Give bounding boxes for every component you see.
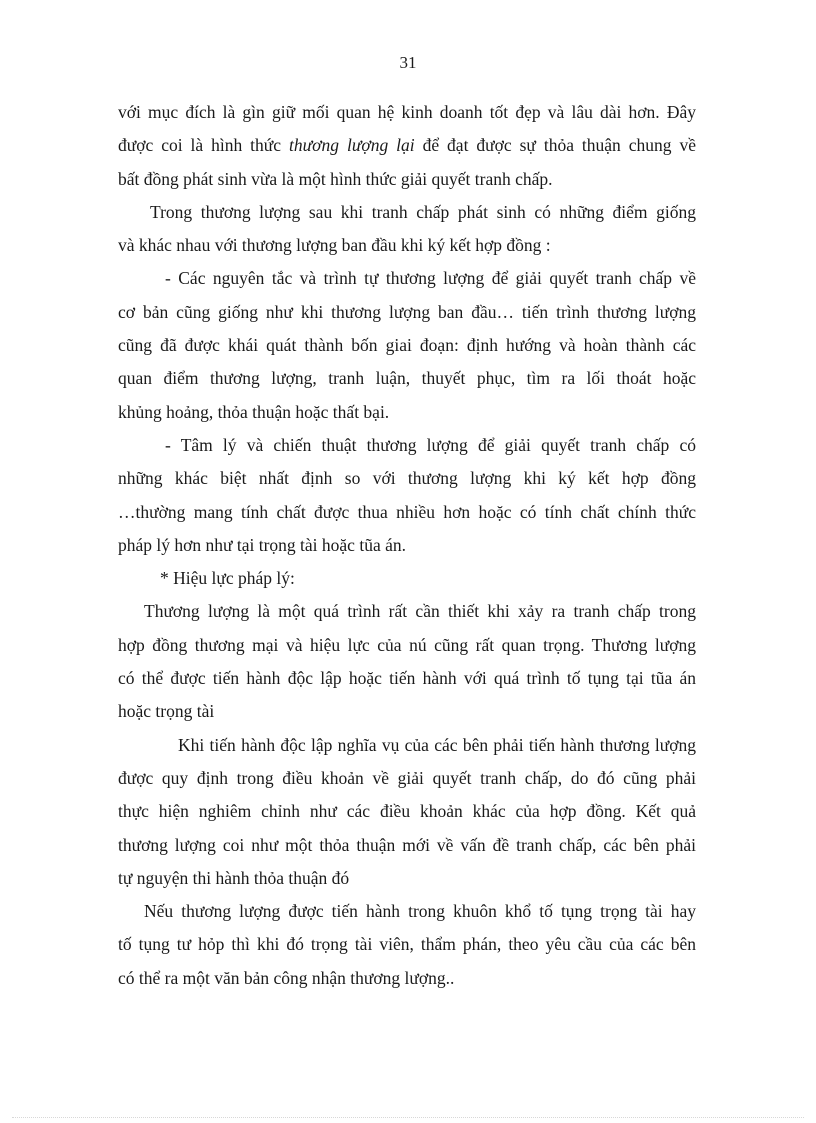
paragraph-line: hoặc trọng tài — [118, 701, 215, 722]
paragraph-line: Khi tiến hành độc lập nghĩa vụ của các bên phải tiến hành thương lượng — [178, 734, 696, 755]
paragraph-line: được quy định trong điều khoản về giải quyết tranh chấp, do đó cũng phải — [118, 767, 696, 788]
paragraph-line: với mục đích là gìn giữ mối quan hệ kinh doanh tốt đẹp và lâu dài hơn. Đây — [118, 102, 696, 122]
section-heading: * Hiệu lực pháp lý: — [160, 568, 295, 589]
italic-term: thương lượng lại — [289, 135, 415, 156]
paragraph-line: Thương lượng là một quá trình rất cần thiết khi xảy ra tranh chấp trong — [144, 601, 696, 622]
paragraph-line: khủng hoảng, thỏa thuận hoặc thất bại. — [118, 401, 390, 422]
paragraph-line: Trong thương lượng sau khi tranh chấp phát sinh có những điểm giống — [150, 201, 696, 222]
paragraph-line: quan điểm thương lượng, tranh luận, thuyết phục, tìm ra lối thoát hoặc — [118, 368, 696, 389]
bullet-line: - Tâm lý và chiến thuật thương lượng để giải quyết tranh chấp có — [165, 434, 696, 455]
paragraph-line — [118, 129, 696, 162]
paragraph-line: Nếu thương lượng được tiến hành trong khuôn khổ tố tụng trọng tài hay — [144, 901, 696, 922]
paragraph-line: pháp lý hơn như tại trọng tài hoặc tũa án. — [118, 534, 406, 555]
paragraph-line: …thường mang tính chất được thua nhiều hơn hoặc có tính chất chính thức — [118, 501, 696, 522]
text-run: để đạt được sự thỏa thuận chung về — [414, 135, 696, 156]
page-bottom-rule — [12, 1117, 804, 1118]
paragraph-line: cơ bản cũng giống như khi thương lượng ban đầu… tiến trình thương lượng — [118, 301, 696, 322]
page-number: 31 — [399, 53, 417, 72]
paragraph-line: thương lượng coi như một thỏa thuận mới về vấn đề tranh chấp, các bên phải — [118, 834, 696, 855]
paragraph-line: tự nguyện thi hành thỏa thuận đó — [118, 867, 350, 888]
paragraph-line: thực hiện nghiêm chỉnh như các điều khoản khác của hợp đồng. Kết quả — [118, 801, 696, 822]
paragraph-line: có thể ra một văn bản công nhận thương lượng.. — [118, 967, 455, 988]
paragraph-line: những khác biệt nhất định so với thương lượng khi ký kết hợp đồng — [118, 468, 696, 489]
paragraph-line: tố tụng tư hỏp thì khi đó trọng tài viên, thẩm phán, theo yêu cầu của các bên — [118, 934, 696, 955]
paragraph-line: và khác nhau với thương lượng ban đầu khi ký kết hợp đồng : — [118, 235, 551, 256]
paragraph-line: cũng đã được khái quát thành bốn giai đoạn: định hướng và hoàn thành các — [118, 335, 696, 356]
paragraph-line: có thể được tiến hành độc lập hoặc tiến hành với quá trình tố tụng tại tũa án — [118, 668, 696, 689]
document-body — [118, 96, 696, 995]
paragraph-line: hợp đồng thương mại và hiệu lực của nú cũng rất quan trọng. Thương lượng — [118, 634, 696, 655]
paragraph-line: bất đồng phát sinh vừa là một hình thức giải quyết tranh chấp. — [118, 168, 553, 189]
bullet-line: - Các nguyên tắc và trình tự thương lượng để giải quyết tranh chấp về — [165, 268, 696, 289]
text-run: được coi là hình thức — [118, 135, 290, 156]
